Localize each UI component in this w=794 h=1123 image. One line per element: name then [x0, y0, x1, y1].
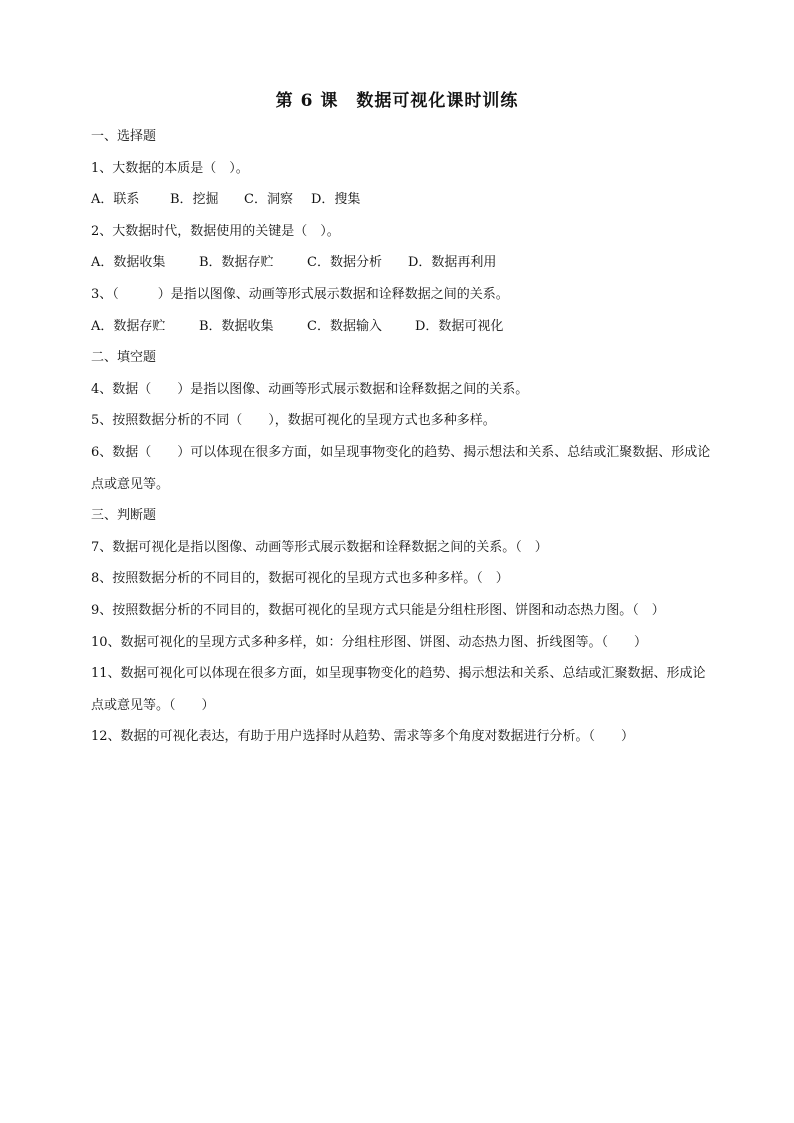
question-8: 8、按照数据分析的不同目的，数据可视化的呈现方式也多种多样。（ ） [91, 571, 509, 587]
option-c: C．数据输入 [307, 318, 382, 334]
question-1: 1、大数据的本质是（ ）。 [91, 160, 249, 176]
question-9: 9、按照数据分析的不同目的，数据可视化的呈现方式只能是分组柱形图、饼图和动态热力图。（ ） [91, 602, 665, 618]
question-10: 10、数据可视化的呈现方式多种多样，如：分组柱形图、饼图、动态热力图、折线图等。（ ） [91, 634, 648, 650]
question-4: 4、数据（ ）是指以图像、动画等形式展示数据和诠释数据之间的关系。 [91, 381, 529, 397]
question-1-options [91, 184, 715, 216]
option-a: A．数据存贮 [91, 318, 166, 334]
option-b: B．数据存贮 [199, 255, 274, 271]
question-2: 2、大数据时代，数据使用的关键是（ ）。 [91, 223, 340, 239]
question-6: 6、数据（ ）可以体现在很多方面，如呈现事物变化的趋势、揭示想法和关系、总结或汇聚数据、形成论点或意见等。 [91, 444, 711, 492]
document-body [91, 121, 715, 753]
option-d: D．数据可视化 [415, 318, 504, 334]
page-title: 第 6 课 数据可视化课时训练 [275, 91, 519, 111]
question-5: 5、按照数据分析的不同（ ），数据可视化的呈现方式也多种多样。 [91, 413, 496, 429]
question-7: 7、数据可视化是指以图像、动画等形式展示数据和诠释数据之间的关系。（ ） [91, 539, 548, 555]
option-b: B．挖掘 [170, 192, 219, 208]
question-3: 3、（ ）是指以图像、动画等形式展示数据和诠释数据之间的关系。 [91, 286, 509, 302]
option-b: B．数据收集 [199, 318, 274, 334]
option-a: A．联系 [91, 192, 140, 208]
section-heading-fill: 二、填空题 [91, 350, 157, 366]
question-11: 11、数据可视化可以体现在很多方面，如呈现事物变化的趋势、揭示想法和关系、总结或汇聚数据、形成论点或意见等。（ ） [91, 666, 706, 713]
option-d: D．搜集 [311, 192, 361, 208]
question-2-options [91, 247, 715, 279]
section-heading-choice: 一、选择题 [91, 129, 157, 144]
option-a: A．数据收集 [91, 255, 166, 271]
question-12: 12、数据的可视化表达，有助于用户选择时从趋势、需求等多个角度对数据进行分析。（ ） [91, 729, 635, 745]
section-heading-judge: 三、判断题 [91, 508, 157, 524]
option-c: C．数据分析 [307, 255, 382, 271]
question-3-options [91, 311, 715, 343]
option-d: D．数据再利用 [408, 255, 497, 271]
option-c: C．洞察 [244, 192, 293, 208]
